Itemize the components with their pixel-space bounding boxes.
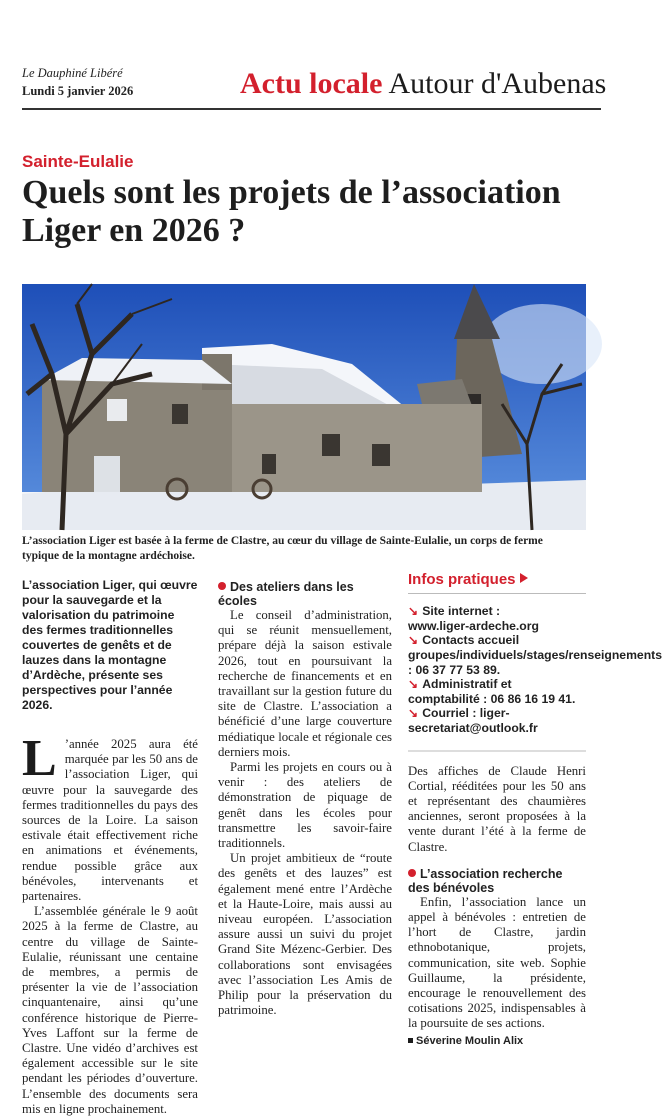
info-admin: ↘ Administratif et comptabilité : 06 86 16 19 41. (408, 677, 576, 706)
column-2 (218, 580, 392, 1018)
triangle-right-icon (520, 573, 528, 583)
body-paragraph: Le conseil d’administration, qui se réunit mensuellement, prépare déjà la saison estivale 2026, tout en poursuivant la recherche de financements et en travaillant sur la gestion future du site de Clastre. L’association a bénéficié d’une large couverture médiatique locale et régionale ces derniers mois. (218, 608, 392, 759)
subheading: Des ateliers dans les écoles (218, 580, 354, 608)
masthead-divider (22, 108, 601, 110)
info-contacts: ↘ Contacts accueil groupes/individuels/stages/renseignements : 06 37 77 53 89. (408, 633, 662, 677)
byline: Séverine Moulin Alix (408, 1034, 586, 1049)
body-paragraph: Parmi les projets en cours ou à venir : des ateliers de démonstration de piquage de genêt dans les écoles pour transmettre les savoir-faire traditionnels. (218, 760, 392, 851)
article-intro: L’association Liger, qui œuvre pour la sauvegarde et la valorisation du patrimoine des fermes traditionnelles couvertes de genêts et de lauzes dans la montagne d’Ardèche, présente ses perspectives pour l’année 2026. (22, 578, 198, 712)
drop-cap: L (22, 730, 57, 787)
arrow-down-right-icon: ↘ (408, 706, 419, 721)
body-paragraph: L’assemblée générale le 9 août 2025 à la ferme de Clastre, au centre du village de Sainte-Eulalie, réunissant une centaine de membres, a permis de présenter la vie de l’association cinquantenaire, ainsi qu’une conférence historique de Pierre-Yves Laffont sur la ferme de Clastre. Une vidéo d’archives est également accessible sur le site pendant les périodes d’ouverture. L’ensemble des documents sera mis en ligne prochainement. (22, 904, 198, 1116)
article-kicker: Sainte-Eulalie (22, 152, 134, 171)
column-3 (408, 571, 662, 1049)
bullet-dot-icon (408, 869, 416, 877)
article-photo (22, 284, 586, 530)
bullet-dot-icon (218, 582, 226, 590)
site-link[interactable]: www.liger-ardeche.org (408, 618, 539, 633)
farmhouse-photo-illustration (22, 284, 586, 530)
section-primary: Actu locale (240, 67, 383, 100)
info-email: ↘ Courriel : liger-secretariat@outlook.fr (408, 706, 538, 735)
body-paragraph: Des affiches de Claude Henri Cortial, rééditées pour les 50 ans et représentant des chaumières anciennes, seront proposées à la vente durant l’été à la ferme de Clastre. (408, 763, 586, 854)
issue-date: Lundi 5 janvier 2026 (22, 84, 134, 98)
arrow-down-right-icon: ↘ (408, 633, 419, 648)
masthead (22, 64, 607, 112)
paragraph-text: ’année 2025 aura été marquée par les 50 ans de l’association Liger, qui œuvre pour la sauvegarde des fermes traditionnelles du pays des sources de la Loire. La saison estivale était effectivement riche en animations et événements, rendue possible grâce aux bénévoles, intervenants et partenaires. (22, 737, 198, 904)
info-box-title: Infos pratiques (408, 572, 586, 594)
email-link[interactable]: liger-secretariat@outlook.fr (408, 706, 538, 735)
info-site: ↘ Site internet : www.liger-ardeche.org (408, 604, 539, 633)
paper-name: Le Dauphiné Libéré (22, 66, 123, 80)
subheading: L’association recherche des bénévoles (408, 866, 563, 895)
section-secondary: Autour d'Aubenas (388, 67, 607, 100)
article-headline: Quels sont les projets de l’association Liger en 2026 ? (22, 174, 561, 249)
info-box-divider (408, 750, 586, 752)
photo-caption: L’association Liger est basée à la ferme de Clastre, au cœur du village de Sainte-Eulalie, un corps de ferme typique de la montagne ardéchoise. (22, 535, 543, 562)
arrow-down-right-icon: ↘ (408, 677, 419, 692)
column-1 (22, 578, 198, 1117)
body-paragraph (22, 730, 198, 904)
body-paragraph: Un projet ambitieux de “route des genêts et des lauzes” est également mené entre l’Ardèche et la Haute-Loire, mais aussi au niveau européen. L’association assure aussi un suivi du projet Grand Site Mézenc-Gerbier. Des collaborations sont envisagées avec l’association Les Amis de Philip pour la préservation du patrimoine. (218, 851, 392, 1018)
info-box (408, 604, 662, 735)
arrow-down-right-icon: ↘ (408, 604, 419, 619)
body-paragraph: Enfin, l’association lance un appel à bénévoles : entretien de l’hort de Clastre, jardin ethnobotanique, projets, communication, site web. Sophie Guillaume, la présidente, encourage le renouvellement des cotisations 2025, indispensables à la poursuite de ses actions. (408, 894, 586, 1031)
section-header (240, 64, 606, 104)
square-bullet-icon (408, 1038, 413, 1043)
